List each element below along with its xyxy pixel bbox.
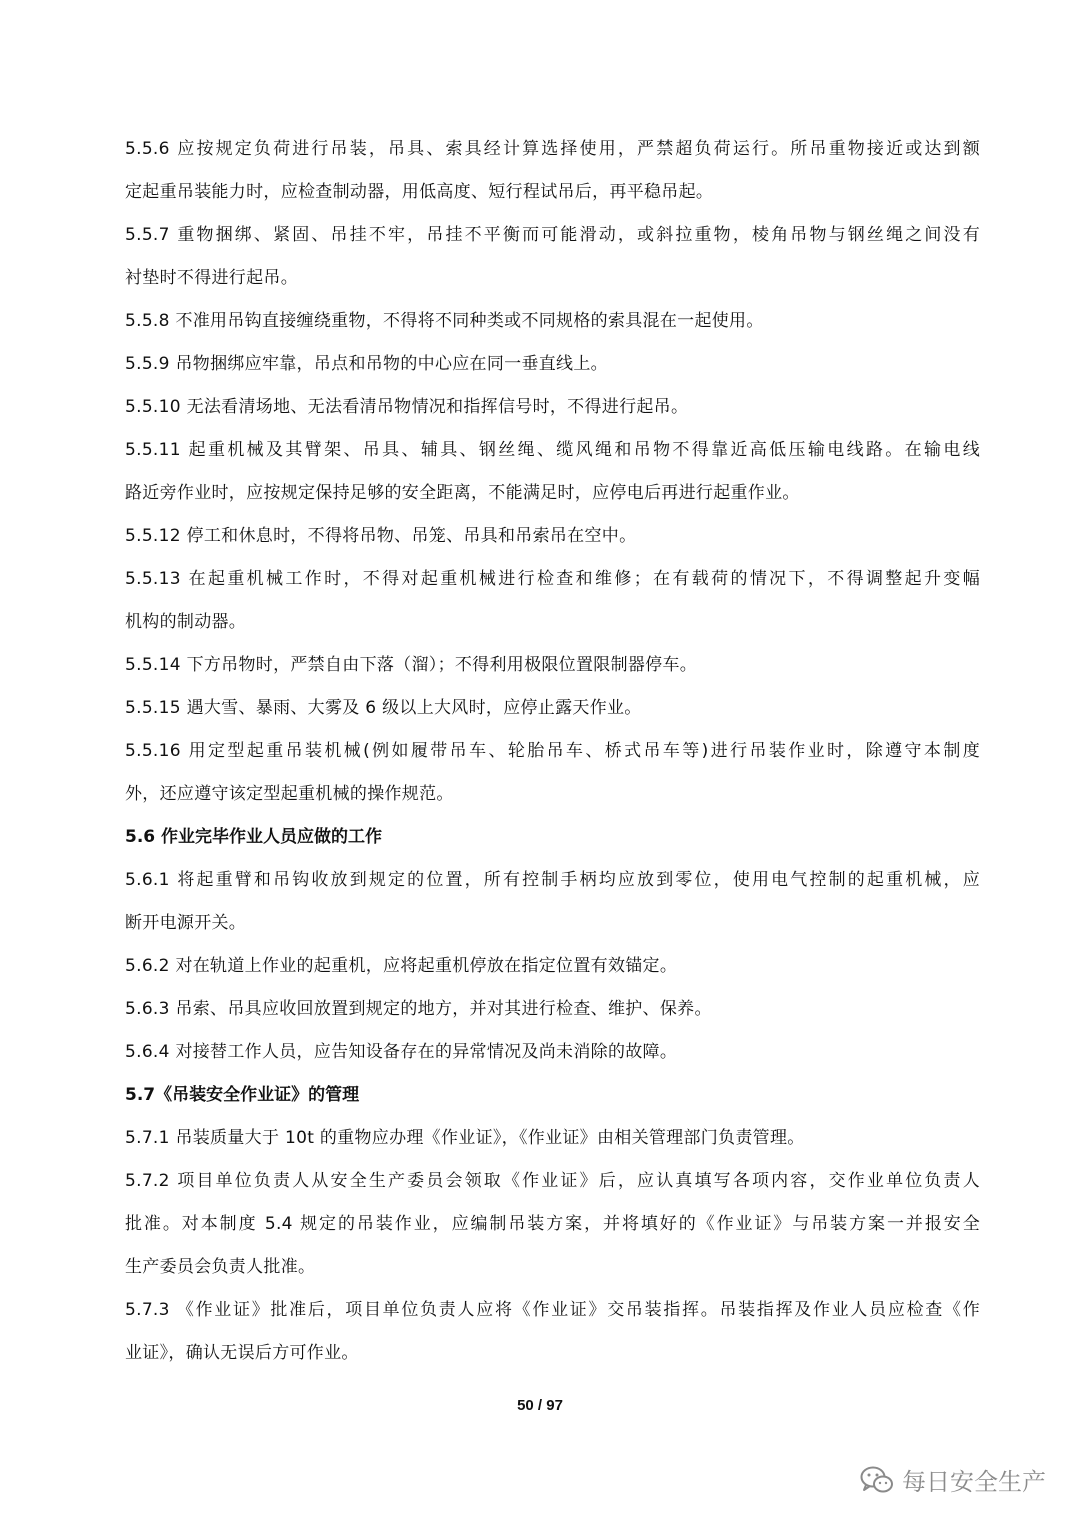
- paragraph: [125, 1289, 980, 1375]
- section-heading: [125, 816, 980, 859]
- text-line: 5.5.12 停工和休息时，不得将吊物、吊笼、吊具和吊索吊在空中。: [125, 526, 637, 546]
- paragraph: [125, 128, 980, 214]
- text-line: 5.5.10 无法看清场地、无法看清吊物情况和指挥信号时，不得进行起吊。: [125, 397, 689, 417]
- paragraph: [125, 730, 980, 816]
- text-line: 5.7《吊装安全作业证》的管理: [125, 1085, 360, 1105]
- paragraph: [125, 988, 980, 1031]
- text-line: 定起重吊装能力时，应检查制动器，用低高度、短行程试吊后，再平稳吊起。: [125, 182, 714, 202]
- paragraph: [125, 945, 980, 988]
- page-number: 50 / 97: [517, 1397, 563, 1414]
- text-line: 5.6.1 将起重臂和吊钩收放到规定的位置，所有控制手柄均应放到零位，使用电气控制的起重机械，应: [125, 870, 980, 890]
- paragraph: [125, 859, 980, 945]
- paragraph: [125, 644, 980, 687]
- text-line: 断开电源开关。: [125, 913, 247, 933]
- paragraph: [125, 1031, 980, 1074]
- paragraph: [125, 429, 980, 515]
- text-line: 5.5.9 吊物捆绑应牢靠，吊点和吊物的中心应在同一垂直线上。: [125, 354, 608, 374]
- text-line: 业证》，确认无误后方可作业。: [125, 1343, 359, 1363]
- watermark-text: 每日安全生产: [902, 1468, 1046, 1496]
- text-line: 5.6.4 对接替工作人员，应告知设备存在的异常情况及尚未消除的故障。: [125, 1042, 678, 1062]
- text-line: 外，还应遵守该定型起重机械的操作规范。: [125, 784, 454, 804]
- paragraph: [125, 300, 980, 343]
- text-line: 5.5.13 在起重机械工作时，不得对起重机械进行检查和维修；在有载荷的情况下，不得调整起升变幅: [125, 569, 980, 589]
- paragraph: [125, 1160, 980, 1289]
- text-line: 5.7.2 项目单位负责人从安全生产委员会领取《作业证》后，应认真填写各项内容，交作业单位负责人: [125, 1171, 980, 1191]
- text-line: 5.5.6 应按规定负荷进行吊装，吊具、索具经计算选择使用，严禁超负荷运行。所吊重物接近或达到额: [125, 139, 980, 159]
- text-line: 衬垫时不得进行起吊。: [125, 268, 298, 288]
- watermark: [860, 1462, 1046, 1497]
- paragraph: [125, 1117, 980, 1160]
- text-line: 机构的制动器。: [125, 612, 247, 632]
- paragraph: [125, 343, 980, 386]
- text-line: 5.7.1 吊装质量大于 10t 的重物应办理《作业证》，《作业证》由相关管理部门负责管理。: [125, 1128, 805, 1148]
- paragraph: [125, 386, 980, 429]
- paragraph: [125, 687, 980, 730]
- document-body: [125, 128, 980, 1375]
- text-line: 5.6.3 吊索、吊具应收回放置到规定的地方，并对其进行检查、维护、保养。: [125, 999, 712, 1019]
- text-line: 5.6.2 对在轨道上作业的起重机，应将起重机停放在指定位置有效锚定。: [125, 956, 678, 976]
- section-heading: [125, 1074, 980, 1117]
- text-line: 5.5.7 重物捆绑、紧固、吊挂不牢，吊挂不平衡而可能滑动，或斜拉重物，棱角吊物与钢丝绳之间没有: [125, 225, 980, 245]
- text-line: 5.7.3 《作业证》批准后，项目单位负责人应将《作业证》交吊装指挥。吊装指挥及作业人员应检查《作: [125, 1300, 980, 1320]
- paragraph: [125, 214, 980, 300]
- text-line: 5.5.16 用定型起重吊装机械(例如履带吊车、轮胎吊车、桥式吊车等)进行吊装作业时，除遵守本制度: [125, 741, 980, 761]
- paragraph: [125, 515, 980, 558]
- text-line: 批准。对本制度 5.4 规定的吊装作业，应编制吊装方案，并将填好的《作业证》与吊装方案一并报安全: [125, 1214, 980, 1234]
- paragraph: [125, 558, 980, 644]
- text-line: 5.5.11 起重机械及其臂架、吊具、辅具、钢丝绳、缆风绳和吊物不得靠近高低压输电线路。在输电线: [125, 440, 980, 460]
- text-line: 路近旁作业时，应按规定保持足够的安全距离，不能满足时，应停电后再进行起重作业。: [125, 483, 800, 503]
- text-line: 生产委员会负责人批准。: [125, 1257, 316, 1277]
- text-line: 5.5.14 下方吊物时，严禁自由下落（溜）；不得利用极限位置限制器停车。: [125, 655, 698, 675]
- text-line: 5.5.8 不准用吊钩直接缠绕重物，不得将不同种类或不同规格的索具混在一起使用。: [125, 311, 764, 331]
- wechat-icon: [860, 1465, 894, 1495]
- text-line: 5.5.15 遇大雪、暴雨、大雾及 6 级以上大风时，应停止露天作业。: [125, 698, 642, 718]
- text-line: 5.6 作业完毕作业人员应做的工作: [125, 827, 383, 847]
